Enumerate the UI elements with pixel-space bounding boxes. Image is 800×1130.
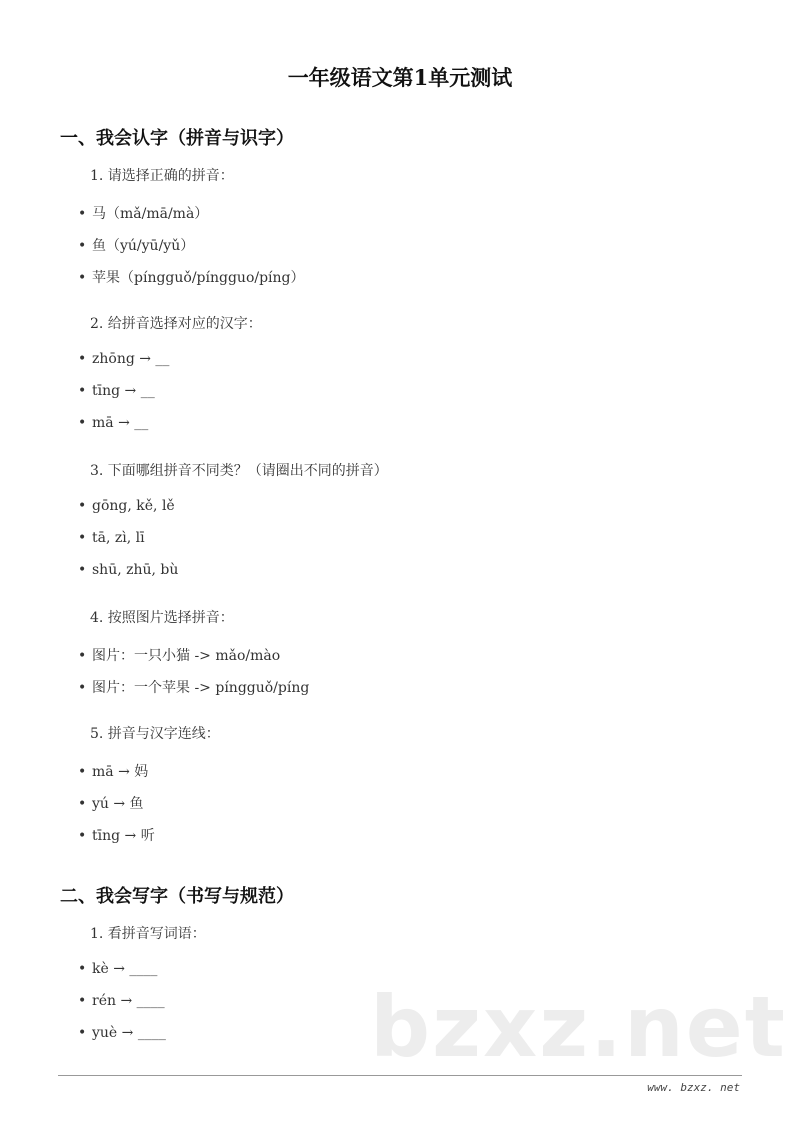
- bullet-icon: •: [78, 270, 87, 286]
- bullet-icon: •: [78, 498, 87, 514]
- bullet-icon: •: [78, 383, 87, 399]
- section-heading-recognize: 一、我会认字（拼音与识字）: [60, 128, 294, 149]
- footer-url: www. bzxz. net: [647, 1081, 740, 1094]
- document-title: 一年级语文第1单元测试: [287, 65, 513, 90]
- question-1-1: 1. 请选择正确的拼音：: [90, 168, 234, 184]
- watermark: bzxz.net: [370, 978, 787, 1076]
- bullet-icon: •: [78, 961, 87, 977]
- bullet-icon: •: [78, 562, 87, 578]
- list-item: • yú → 鱼: [78, 796, 144, 812]
- bullet-icon: •: [78, 530, 87, 546]
- footer-divider: [58, 1075, 742, 1076]
- list-item: • 鱼（yú/yū/yǔ）: [78, 238, 195, 254]
- bullet-icon: •: [78, 680, 87, 696]
- list-item: • zhōng → __: [78, 351, 170, 367]
- bullet-icon: •: [78, 238, 87, 254]
- list-item: • gōng, kě, lě: [78, 498, 175, 514]
- list-item: • rén → ____: [78, 993, 165, 1009]
- list-item: • mā → 妈: [78, 764, 149, 780]
- bullet-icon: •: [78, 351, 87, 367]
- bullet-icon: •: [78, 828, 87, 844]
- list-item: • yuè → ____: [78, 1025, 166, 1041]
- question-1-3: 3. 下面哪组拼音不同类？（请圈出不同的拼音）: [90, 463, 388, 479]
- list-item: • mā → __: [78, 415, 149, 431]
- list-item: • tā, zì, lī: [78, 530, 145, 546]
- bullet-icon: •: [78, 415, 87, 431]
- bullet-icon: •: [78, 1025, 87, 1041]
- question-1-5: 5. 拼音与汉字连线：: [90, 726, 220, 742]
- list-item: • 马（mǎ/mā/mà）: [78, 206, 209, 222]
- list-item: • 苹果（píngguǒ/píngguo/píng）: [78, 270, 305, 286]
- list-item: • tīng → __: [78, 383, 155, 399]
- list-item: • kè → ____: [78, 961, 158, 977]
- list-item: • tīng → 听: [78, 828, 155, 844]
- list-item: • shū, zhū, bù: [78, 562, 179, 578]
- bullet-icon: •: [78, 764, 87, 780]
- bullet-icon: •: [78, 993, 87, 1009]
- question-2-1: 1. 看拼音写词语：: [90, 926, 206, 942]
- list-item: • 图片：一只小猫 -> mǎo/mào: [78, 648, 281, 664]
- bullet-icon: •: [78, 648, 87, 664]
- question-1-2: 2. 给拼音选择对应的汉字：: [90, 316, 262, 332]
- bullet-icon: •: [78, 206, 87, 222]
- bullet-icon: •: [78, 796, 87, 812]
- list-item: • 图片：一个苹果 -> píngguǒ/píng: [78, 680, 310, 696]
- section-heading-write: 二、我会写字（书写与规范）: [60, 886, 294, 907]
- question-1-4: 4. 按照图片选择拼音：: [90, 610, 234, 626]
